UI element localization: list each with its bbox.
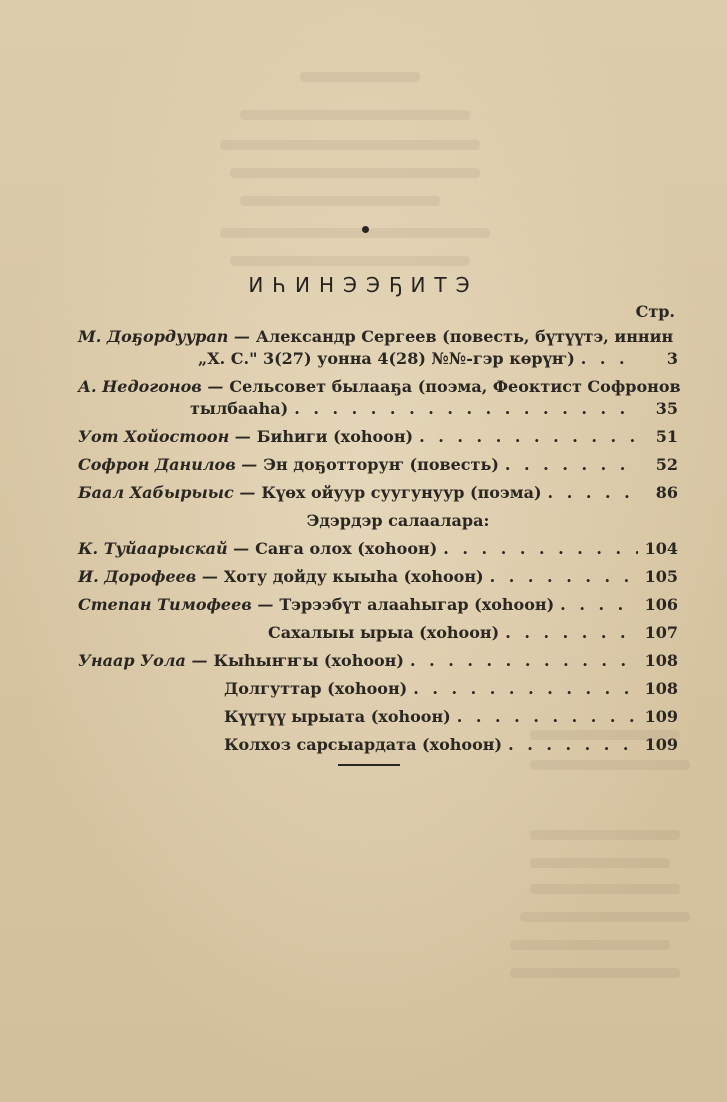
- toc-entry[interactable]: [78, 482, 678, 504]
- dot-leader: [443, 538, 638, 560]
- dot-leader: [505, 454, 638, 476]
- page-column-label: Стр.: [635, 302, 675, 321]
- table-of-contents: [78, 326, 681, 756]
- entry-page: 107: [644, 623, 678, 642]
- toc-entry[interactable]: [78, 678, 678, 700]
- entry-title: Тэрээбүт алааһыгар (хоһоон): [279, 595, 555, 614]
- toc-entry-continuation[interactable]: [78, 348, 678, 370]
- entry-title: Эн доҕотторуҥ (повесть): [263, 455, 499, 474]
- entry-title: Александр Сергеев (повесть, бүтүүтэ, иннин: [255, 327, 674, 346]
- dot-leader: [457, 706, 638, 728]
- entry-page: 108: [644, 651, 678, 670]
- dot-leader: [490, 566, 638, 588]
- entry-title: Саҥа олох (хоһоон): [255, 539, 438, 558]
- dot-leader: [560, 594, 638, 616]
- entry-page: 109: [644, 707, 678, 726]
- entry-title: Долгуттар (хоһоон): [224, 679, 408, 698]
- dot-leader: [505, 622, 638, 644]
- toc-entry[interactable]: [78, 734, 678, 756]
- dot-leader: [581, 348, 638, 370]
- entry-title: „Х. С." 3(27) уонна 4(28) №№-гэр көрүҥ): [198, 349, 575, 368]
- toc-entry[interactable]: [78, 326, 678, 348]
- entry-author: Уот Хойостоон —: [78, 427, 251, 446]
- entry-title: тылбааһа): [190, 399, 289, 418]
- section-heading: Эдэрдэр салаалара:: [306, 511, 490, 530]
- toc-entry[interactable]: [78, 706, 678, 728]
- toc-entry[interactable]: [78, 566, 678, 588]
- entry-author: М. Доҕордуурап —: [78, 327, 250, 346]
- page-title: ИҺИНЭЭҔИТЭ: [248, 273, 479, 297]
- entry-title: Күөх ойуур суугунуур (поэма): [261, 483, 542, 502]
- toc-entry[interactable]: [78, 650, 678, 672]
- ornament-dot: [362, 226, 369, 233]
- closing-rule: [338, 764, 400, 766]
- toc-entry[interactable]: [78, 426, 678, 448]
- entry-title: Кыһыҥҥы (хоһоон): [213, 651, 404, 670]
- entry-title: Колхоз сарсыардата (хоһоон): [224, 735, 503, 754]
- entry-page: 52: [655, 455, 678, 474]
- entry-page: 35: [655, 399, 678, 418]
- toc-entry-continuation[interactable]: [78, 398, 678, 420]
- entry-page: 51: [655, 427, 678, 446]
- entry-page: 3: [666, 349, 678, 368]
- entry-title: Күүтүү ырыата (хоһоон): [224, 707, 451, 726]
- entry-page: 109: [644, 735, 678, 754]
- dot-leader: [419, 426, 638, 448]
- toc-entry[interactable]: [78, 454, 678, 476]
- entry-title: Биһиги (хоһоон): [256, 427, 414, 446]
- dot-leader: [410, 650, 638, 672]
- entry-author: Унаар Уола —: [78, 651, 208, 670]
- entry-title: Сельсовет былааҕа (поэма, Феоктист Софронов: [229, 377, 681, 396]
- dot-leader: [413, 678, 638, 700]
- toc-entry[interactable]: [78, 594, 678, 616]
- entry-author: Степан Тимофеев —: [78, 595, 274, 614]
- entry-title: Сахалыы ырыа (хоһоон): [268, 623, 500, 642]
- dot-leader: [548, 482, 638, 504]
- entry-author: А. Недогонов —: [78, 377, 224, 396]
- entry-page: 86: [655, 483, 678, 502]
- entry-page: 108: [644, 679, 678, 698]
- toc-entry[interactable]: [78, 376, 681, 398]
- entry-page: 106: [644, 595, 678, 614]
- entry-page: 105: [644, 567, 678, 586]
- dot-leader: [294, 398, 638, 420]
- entry-author: И. Дорофеев —: [78, 567, 218, 586]
- entry-author: Баал Хабырыыс —: [78, 483, 256, 502]
- entry-page: 104: [644, 539, 678, 558]
- toc-entry[interactable]: [78, 622, 678, 644]
- entry-author: К. Туйаарыскай —: [78, 539, 250, 558]
- toc-entry[interactable]: [78, 538, 678, 560]
- entry-author: Софрон Данилов —: [78, 455, 258, 474]
- dot-leader: [508, 734, 638, 756]
- entry-title: Хоту дойду кыыһа (хоһоон): [223, 567, 484, 586]
